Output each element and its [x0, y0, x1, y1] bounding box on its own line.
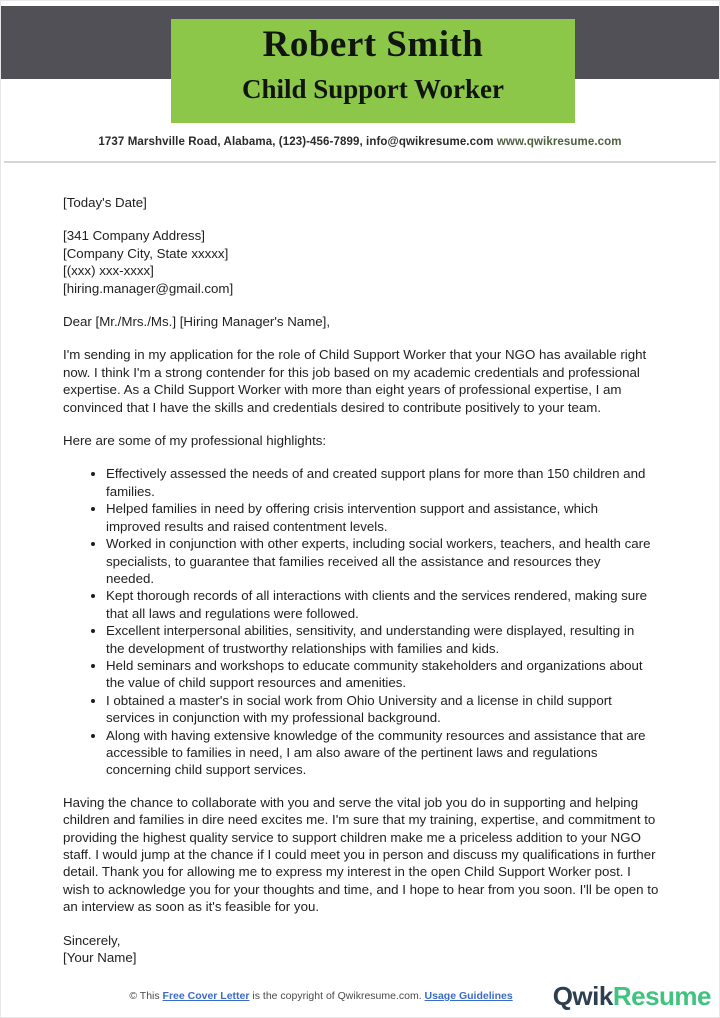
signature-placeholder: [Your Name] — [63, 950, 137, 966]
candidate-job-title: Child Support Worker — [241, 74, 505, 104]
header-divider — [4, 161, 716, 163]
recipient-address-line: [Company City, State xxxxx] — [63, 245, 229, 261]
letter-body — [63, 194, 659, 966]
closing-paragraph: Having the chance to collaborate with you and serve the vital job you do in supporting and helping children and families in dire need excites me. I'm sure that my training, expertise, and commitment to providing the highest quality service to support children make me a priceless addition to your NGO staff. I would jump at the chance if I could meet you in person and discuss my qualifications in further detail. Thank you for allowing me to express my interest in the open Child Support Worker post. I wish to acknowledge you for your thoughts and time, and I hope to hear from you soon. I'll be open to an interview as soon as it's feasible for you. — [63, 794, 659, 915]
signoff-line: Sincerely, — [63, 932, 121, 948]
recipient-address-line: [341 Company Address] — [63, 228, 205, 244]
website-link[interactable]: www.qwikresume.com — [496, 136, 622, 148]
highlight-item: • Excellent interpersonal abilities, sensitivity, and understanding were displayed, resulting in the development of trustworthy relationships with families and kids. — [106, 622, 651, 657]
qwikresume-logo — [553, 981, 711, 1012]
contact-info: 1737 Marshville Road, Alabama, (123)-456-7899, info@qwikresume.com — [98, 136, 494, 148]
recipient-address-block — [63, 227, 659, 297]
highlight-item: • Effectively assessed the needs of and created support plans for more than 150 children and families. — [106, 465, 651, 500]
highlights-intro: Here are some of my professional highlights: — [63, 433, 327, 449]
intro-paragraph: I'm sending in my application for the role of Child Support Worker that your NGO has available right now. I think I'm a strong contender for this job based on my academic credentials and professional expertise. As a Child Support Worker with more than eight years of professional expertise, I am convinced that I have the skills and credentials desired to contribute positively to your team. — [63, 347, 647, 415]
contact-bar — [1, 136, 719, 148]
logo-resume-text: Resume — [612, 981, 711, 1011]
copyright-prefix: © This — [129, 990, 163, 1002]
greeting-line: Dear [Mr./Mrs./Ms.] [Hiring Manager's Name], — [63, 314, 331, 330]
highlight-item: • Worked in conjunction with other experts, including social workers, teachers, and health care specialists, to guarantee that families received all the assistance and resources they needed. — [106, 535, 651, 587]
highlight-item: • Held seminars and workshops to educate community stakeholders and organizations about the value of child support resources and amenities. — [106, 657, 651, 692]
copyright-middle: is the copyright of Qwikresume.com. — [249, 990, 425, 1002]
highlight-item: • Helped families in need by offering crisis intervention support and assistance, which improved results and raised contentment levels. — [106, 500, 651, 535]
candidate-name: Robert Smith — [262, 24, 484, 65]
header-title-box — [171, 19, 575, 123]
free-cover-letter-link[interactable]: Free Cover Letter — [162, 990, 250, 1002]
highlight-item: • I obtained a master's in social work from Ohio University and a license in child support services in conjunction with my professional background. — [106, 692, 651, 727]
highlight-item: • Kept thorough records of all interactions with clients and the services rendered, making sure that all laws and regulations were followed. — [106, 587, 651, 622]
footer-copyright — [101, 990, 541, 1002]
usage-guidelines-link[interactable]: Usage Guidelines — [424, 990, 513, 1002]
recipient-address-line: [(xxx) xxx-xxxx] — [63, 263, 154, 279]
recipient-address-line: [hiring.manager@gmail.com] — [63, 280, 234, 296]
letter-date: [Today's Date] — [63, 195, 147, 210]
highlights-list — [63, 465, 659, 778]
highlight-item: • Along with having extensive knowledge of the community resources and assistance that are accessible to families in need, I am also aware of the pertinent laws and regulations concerning child support services. — [106, 727, 651, 779]
logo-qwik-text: Qwik — [552, 981, 613, 1011]
signoff-block — [63, 932, 659, 967]
